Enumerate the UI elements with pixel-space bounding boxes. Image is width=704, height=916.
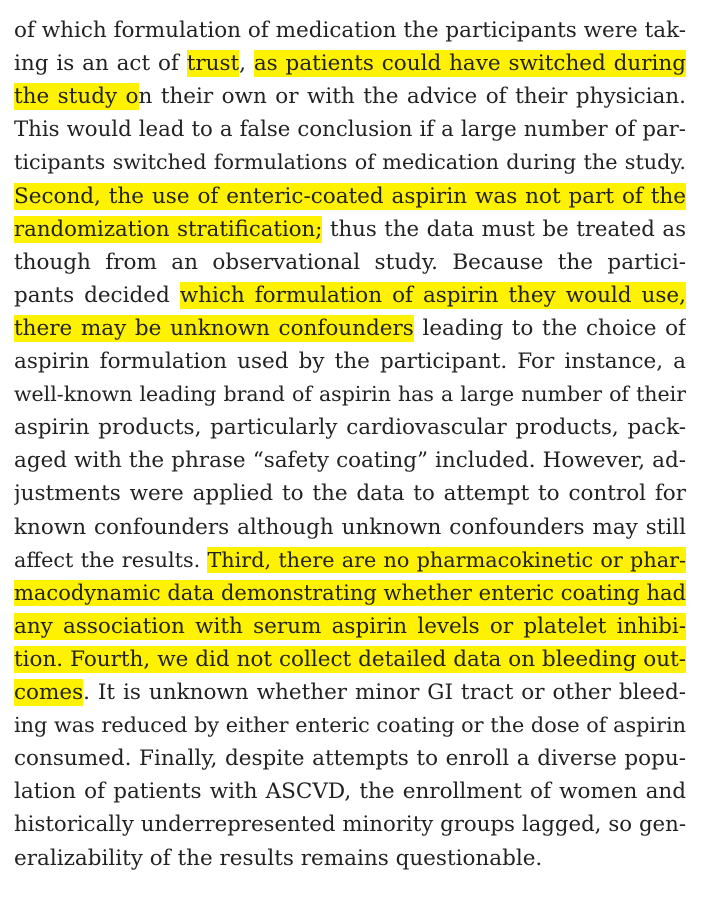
text-segment: , [239,51,254,77]
text-line [14,312,686,345]
text-segment: aspirin products, particularly cardiovascular products, pack- [14,415,686,441]
text-segment: n their own or with the advice of their physician. [138,84,686,110]
text-segment: justments were applied to the data to attempt to control for [14,481,686,507]
text-line [14,180,686,213]
text-line [14,742,686,775]
text-segment: historically underrepresented minority groups lagged, so gen- [14,812,686,838]
highlighted-text: randomization stratification; [14,216,323,242]
text-line [14,544,686,577]
text-segment: . It is unknown whether minor GI tract or other bleed- [83,680,686,705]
highlighted-text: the study o [14,84,139,110]
text-line [14,47,686,80]
text-line [14,345,686,378]
text-line [14,709,686,742]
text-segment: aspirin formulation used by the participant. For instance, a [14,349,686,374]
text-line [14,378,686,411]
text-segment: eralizability of the results remains questionable. [14,845,543,871]
text-segment: ing was reduced by either enteric coating or the dose of aspirin [14,713,686,738]
highlighted-text: as patients could have switched during [253,51,686,77]
text-segment: ing is an act of [14,51,187,77]
text-line [14,775,686,808]
highlighted-text: trust [186,51,240,77]
highlighted-text: there may be unknown confounders [14,315,414,341]
text-segment: well-known leading brand of aspirin has a large number of their [14,382,686,407]
text-line [14,444,686,477]
highlighted-text: comes [14,680,84,705]
highlighted-text: which formulation of aspirin they would use, [179,282,686,308]
text-segment: of which formulation of medication the participants were tak- [14,18,686,43]
text-line [14,577,686,610]
text-line [14,610,686,643]
text-line [14,80,686,113]
text-line [14,477,686,510]
text-line [14,511,686,544]
highlighted-text: Second, the use of enteric-coated aspirin was not part of the [14,183,686,209]
text-segment: pants decided [14,282,180,308]
highlighted-text: tion. Fourth, we did not collect detailed data on bleeding out- [14,646,686,672]
text-segment: though from an observational study. Because the partici- [14,249,686,275]
text-segment: thus the data must be treated as [322,216,686,242]
highlighted-text: any association with serum aspirin levels or platelet inhibi- [14,613,686,639]
text-line [14,14,686,47]
text-line [14,676,686,709]
text-segment: consumed. Finally, despite attempts to enroll a diverse popu- [14,746,686,772]
text-line [14,213,686,246]
text-line [14,411,686,444]
highlighted-text: macodynamic data demonstrating whether enteric coating had [14,580,686,605]
text-line [14,146,686,179]
text-segment: known confounders although unknown confounders may still [14,514,686,540]
text-segment: lation of patients with ASCVD, the enrollment of women and [14,779,686,805]
text-line [14,279,686,312]
text-line [14,246,686,279]
text-line [14,643,686,676]
text-segment: This would lead to a false conclusion if a large number of par- [14,117,686,143]
text-segment: aged with the phrase “safety coating” included. However, ad- [14,448,686,474]
highlighted-text: Third, there are no pharmacokinetic or phar- [207,547,686,572]
text-line [14,842,686,875]
text-segment: leading to the choice of [413,315,686,341]
text-line [14,808,686,841]
text-segment: affect the results. [14,547,208,572]
text-line [14,113,686,146]
text-segment: ticipants switched formulations of medication during the study. [14,150,686,175]
